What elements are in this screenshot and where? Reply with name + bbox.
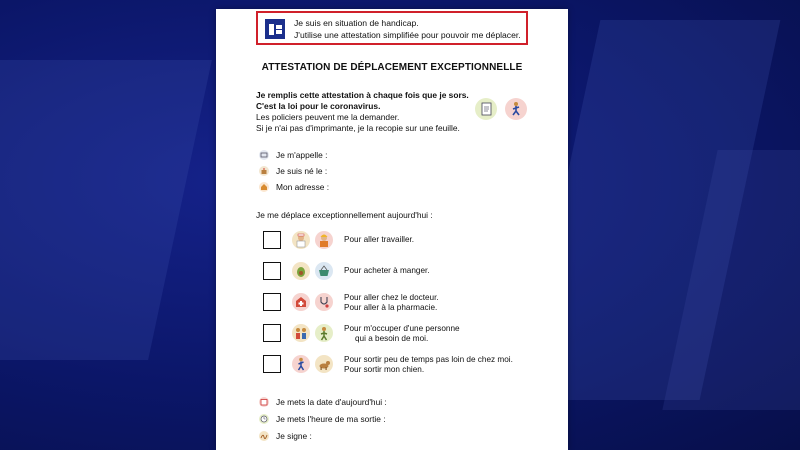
option-walk-line2: Pour sortir mon chien. — [344, 365, 425, 374]
document-icon — [475, 98, 497, 120]
id-card-icon — [259, 150, 269, 160]
option-doctor-line2: Pour aller à la pharmacie. — [344, 303, 438, 312]
cake-icon — [259, 166, 269, 176]
reasons-label: Je me déplace exceptionnellement aujourd'hui : — [256, 210, 433, 220]
intro-line-4: Si je n'ai pas d'imprimante, je la recopie sur une feuille. — [256, 123, 460, 133]
checkbox-work[interactable] — [263, 231, 281, 249]
avocado-icon — [292, 262, 310, 280]
nurse-icon — [292, 231, 310, 249]
page-title: ATTESTATION DE DÉPLACEMENT EXCEPTIONNELLE — [261, 62, 523, 73]
date-field-label: Je mets la date d'aujourd'hui : — [276, 397, 387, 407]
walking-person-icon — [505, 98, 527, 120]
helping-person-icon — [315, 324, 333, 342]
option-walk-line1: Pour sortir peu de temps pas loin de chez moi. — [344, 355, 513, 364]
name-field-label: Je m'appelle : — [276, 150, 328, 160]
attestation-page — [216, 9, 568, 450]
option-care-line2: qui a besoin de moi. — [355, 334, 429, 343]
caregiver-icon — [292, 324, 310, 342]
handicap-notice-box — [256, 11, 528, 45]
accessibility-logo-icon — [265, 19, 285, 39]
checkbox-care[interactable] — [263, 324, 281, 342]
time-field-label: Je mets l'heure de ma sortie : — [276, 414, 386, 424]
intro-line-3: Les policiers peuvent me la demander. — [256, 112, 400, 122]
checkbox-food[interactable] — [263, 262, 281, 280]
option-care-line1: Pour m'occuper d'une personne — [344, 324, 460, 333]
address-field-label: Mon adresse : — [276, 182, 330, 192]
option-doctor-line1: Pour aller chez le docteur. — [344, 293, 439, 302]
bg-letter-shape — [0, 60, 212, 360]
intro-line-1: Je remplis cette attestation à chaque fois que je sors. — [256, 90, 469, 100]
calendar-icon — [259, 397, 269, 407]
checkbox-doctor[interactable] — [263, 293, 281, 311]
signature-icon — [259, 431, 269, 441]
stethoscope-icon — [315, 293, 333, 311]
shopping-basket-icon — [315, 262, 333, 280]
clock-icon — [259, 414, 269, 424]
signature-field-label: Je signe : — [276, 431, 312, 441]
walking-icon — [292, 355, 310, 373]
dog-icon — [315, 355, 333, 373]
house-icon — [259, 182, 269, 192]
option-work-line1: Pour aller travailler. — [344, 235, 415, 244]
notice-line-1: Je suis en situation de handicap. — [294, 18, 419, 28]
birth-field-label: Je suis né le : — [276, 166, 328, 176]
notice-line-2: J'utilise une attestation simplifiée pour pouvoir me déplacer. — [294, 30, 521, 40]
checkbox-walk[interactable] — [263, 355, 281, 373]
worker-icon — [315, 231, 333, 249]
pharmacy-icon — [292, 293, 310, 311]
option-food-line1: Pour acheter à manger. — [344, 266, 430, 275]
intro-line-2: C'est la loi pour le coronavirus. — [256, 101, 381, 111]
